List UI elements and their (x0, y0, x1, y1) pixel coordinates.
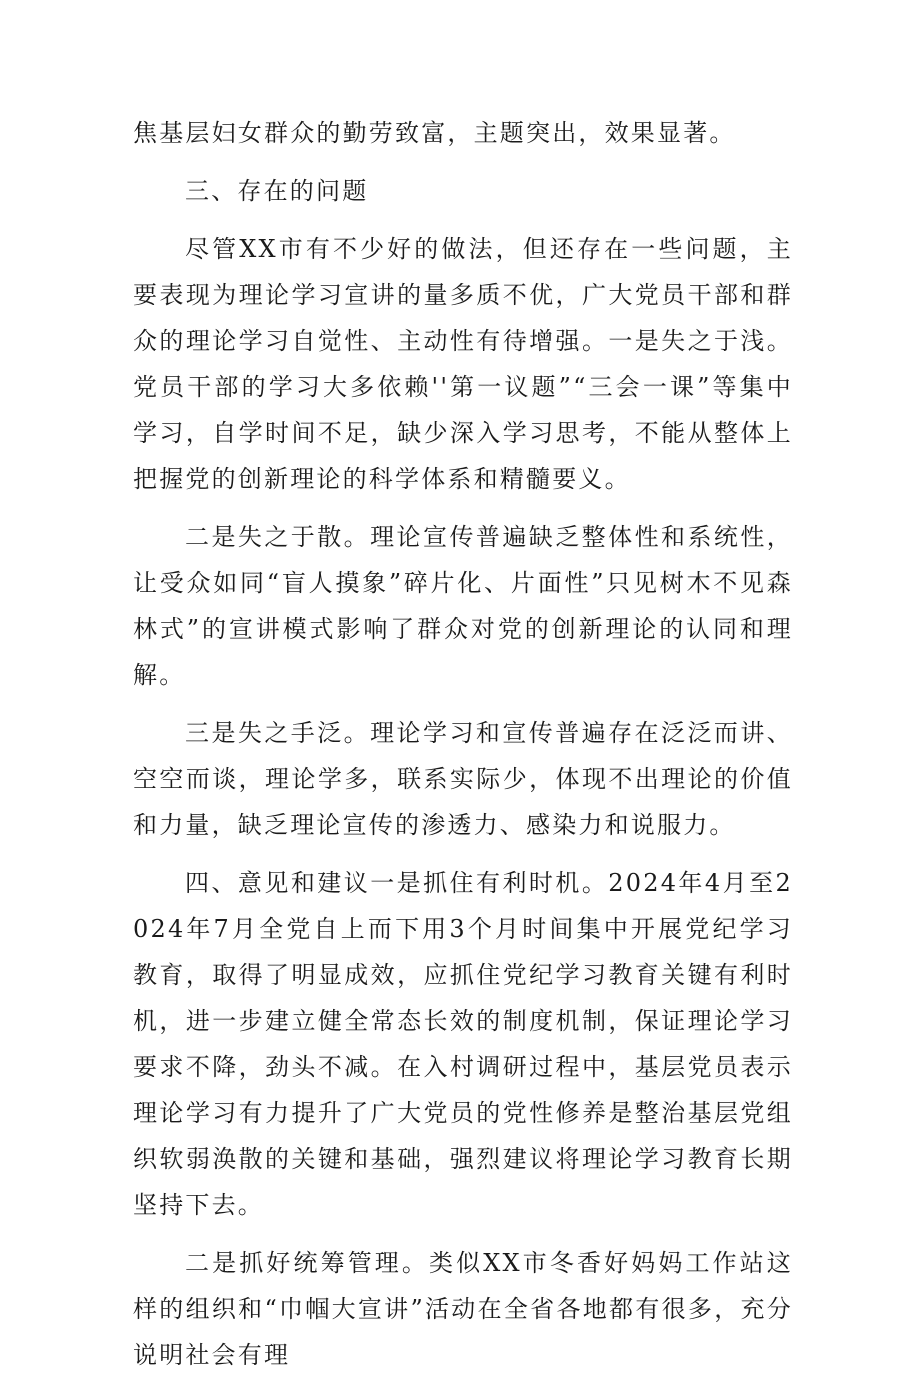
paragraph-continuation: 焦基层妇女群众的勤劳致富，主题突出，效果显著。 (133, 119, 736, 147)
document-body (133, 110, 793, 1378)
paragraph-problems-intro: 尽管XX市有不少好的做法，但还存在一些问题，主要表现为理论学习宣讲的量多质不优，广大党员干部和群众的理论学习自觉性、主动性有待增强。一是失之于浅。党员干部的学习大多依赖''第一议题”“三会一课”等集中学习，自学时间不足，缺少深入学习思考，不能从整体上把握党的创新理论的科学体系和精髓要义。 (133, 235, 793, 493)
paragraph-coordination: 二是抓好统筹管理。类似XX市冬香好妈妈工作站这样的组织和“巾帼大宣讲”活动在全省各地都有很多，充分说明社会有理 (133, 1249, 793, 1369)
section-heading-problems: 三、存在的问题 (185, 177, 369, 205)
paragraph-suggestions: 四、意见和建议一是抓住有利时机。2024年4月至2024年7月全党自上而下用3个月时间集中开展党纪学习教育，取得了明显成效，应抓住党纪学习教育关键有利时机，进一步建立健全常态长效的制度机制，保证理论学习要求不降，劲头不减。在入村调研过程中，基层党员表示理论学习有力提升了广大党员的党性修养是整治基层党组织软弱涣散的关键和基础，强烈建议将理论学习教育长期坚持下去。 (133, 869, 793, 1219)
paragraph-problem-superficial: 三是失之手泛。理论学习和宣传普遍存在泛泛而讲、空空而谈，理论学多，联系实际少，体现不出理论的价值和力量，缺乏理论宣传的渗透力、感染力和说服力。 (133, 719, 793, 839)
paragraph-problem-scattered: 二是失之于散。理论宣传普遍缺乏整体性和系统性，让受众如同“盲人摸象”碎片化、片面性”只见树木不见森林式”的宣讲模式影响了群众对党的创新理论的认同和理解。 (133, 523, 793, 689)
